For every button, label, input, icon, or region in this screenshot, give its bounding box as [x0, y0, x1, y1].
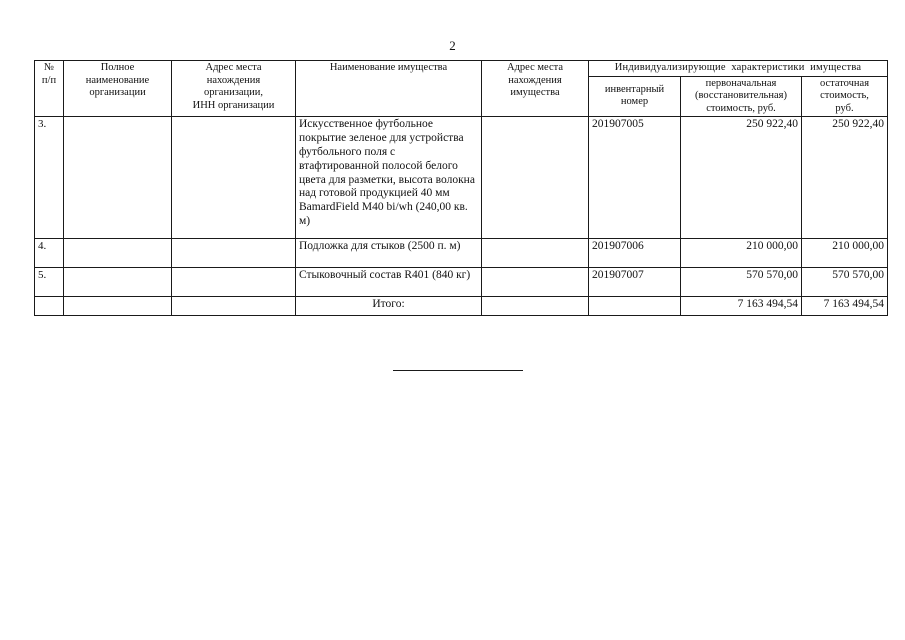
- header-inventory-number-text: инвентарный номер: [604, 83, 665, 108]
- header-org-address-text: Адрес места нахождения организации, ИНН организации: [192, 62, 275, 111]
- property-table: [34, 60, 888, 316]
- header-num-text: № п/п: [41, 62, 57, 86]
- header-property-name: [296, 61, 482, 117]
- row-inventory-number: 201907007: [589, 268, 681, 297]
- row-property-address: [482, 239, 589, 268]
- total-empty-cell: [35, 297, 64, 316]
- header-initial-cost-text: первоначальная (восстановительная) стоимость, руб.: [695, 77, 787, 114]
- header-inventory-number: [589, 76, 681, 117]
- table-row: [35, 268, 888, 297]
- row-initial-cost: 250 922,40: [681, 117, 802, 239]
- row-property-name: Стыковочный состав R401 (840 кг): [296, 268, 482, 297]
- total-label: Итого:: [296, 297, 482, 316]
- header-row: [35, 61, 888, 77]
- header-initial-cost: [681, 76, 802, 117]
- header-num: [35, 61, 64, 117]
- end-of-document-rule: [393, 370, 523, 371]
- total-residual-cost: 7 163 494,54: [802, 297, 888, 316]
- header-org-name: [64, 61, 172, 117]
- header-org-address: [172, 61, 296, 117]
- row-org-name: [64, 268, 172, 297]
- row-org-address: [172, 117, 296, 239]
- header-characteristics: [589, 61, 888, 77]
- table-row: [35, 239, 888, 268]
- row-residual-cost: 210 000,00: [802, 239, 888, 268]
- row-initial-cost: 570 570,00: [681, 268, 802, 297]
- total-initial-cost: 7 163 494,54: [681, 297, 802, 316]
- row-residual-cost: 570 570,00: [802, 268, 888, 297]
- page-number: 2: [449, 38, 456, 53]
- total-empty-cell: [172, 297, 296, 316]
- header-residual-cost: [802, 76, 888, 117]
- row-initial-cost: 210 000,00: [681, 239, 802, 268]
- row-org-address: [172, 239, 296, 268]
- row-num: 4.: [35, 239, 64, 268]
- row-inventory-number: 201907005: [589, 117, 681, 239]
- header-property-address: [482, 61, 589, 117]
- header-property-name-text: Наименование имущества: [329, 62, 448, 73]
- row-property-name: Искусственное футбольное покрытие зеленое для устройства футбольного поля с втафтированной полосой белого цвета для разметки, высота волокна над готовой продукцией 40 мм BamardField M40 bi/wh (240,00 кв. м): [296, 117, 482, 239]
- row-num: 5.: [35, 268, 64, 297]
- row-property-name: Подложка для стыков (2500 п. м): [296, 239, 482, 268]
- row-property-address: [482, 268, 589, 297]
- header-characteristics-text: Индивидуализирующие характеристики имущества: [614, 62, 862, 73]
- row-num: 3.: [35, 117, 64, 239]
- row-org-name: [64, 239, 172, 268]
- total-empty-cell: [482, 297, 589, 316]
- table-row: [35, 117, 888, 239]
- row-inventory-number: 201907006: [589, 239, 681, 268]
- row-org-name: [64, 117, 172, 239]
- header-residual-cost-text: остаточная стоимость, руб.: [819, 77, 870, 114]
- header-property-address-text: Адрес места нахождения имущества: [507, 62, 563, 99]
- row-org-address: [172, 268, 296, 297]
- total-empty-cell: [589, 297, 681, 316]
- row-residual-cost: 250 922,40: [802, 117, 888, 239]
- total-empty-cell: [64, 297, 172, 316]
- total-row: [35, 297, 888, 316]
- header-org-name-text: Полное наименование организации: [85, 62, 150, 99]
- row-property-address: [482, 117, 589, 239]
